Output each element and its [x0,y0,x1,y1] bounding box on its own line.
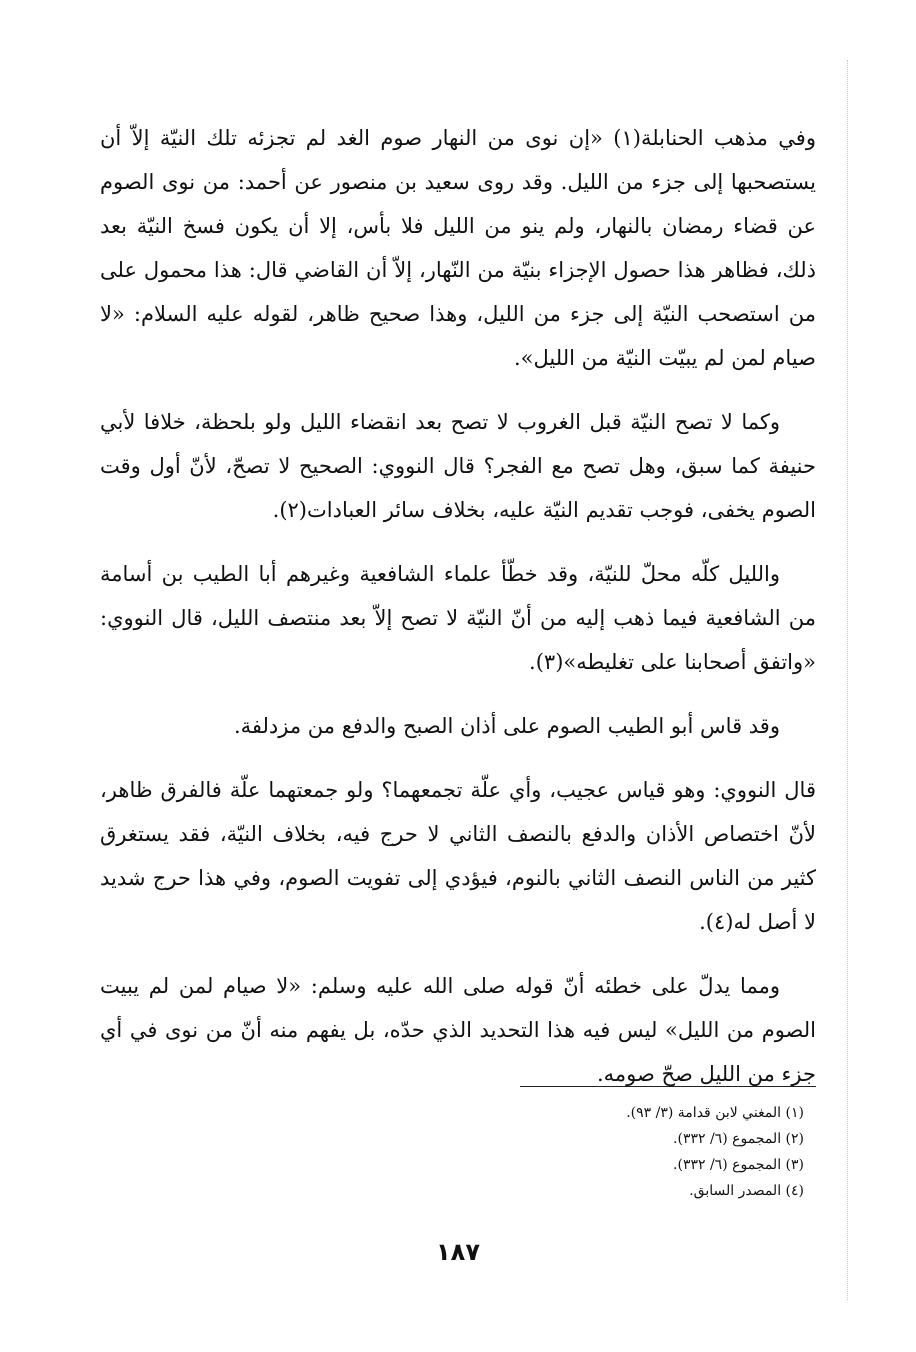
paragraph-5: قال النووي: وهو قياس عجيب، وأي علّة تجمعهما؟ ولو جمعتهما علّة فالفرق ظاهر، لأنّ اختصاص الأذان والدفع بالنصف الثاني لا حرج فيه، بخلاف النيّة، فقد يستغرق كثير من الناس النصف الثاني بالنوم، فيؤدي إلى تفويت الصوم، وفي هذا حرج شديد لا أصل له(٤). [100,778,816,934]
paragraph-1: وفي مذهب الحنابلة(١) «إن نوى من النهار صوم الغد لم تجزئه تلك النيّة إلاّ أن يستصحبها إلى جزء من الليل. وقد روى سعيد بن منصور عن أحمد: من نوى الصوم عن قضاء رمضان بالنهار، ولم ينو من الليل فلا بأس، إلا أن يكون فسخ النيّة بعد ذلك، فظاهر هذا حصول الإجزاء بنيّة من النّهار، إلاّ أن القاضي قال: هذا محمول على من استصحب النيّة إلى جزء من الليل، وهذا صحيح ظاهر، لقوله عليه السلام: «لا صيام لمن لم يبيّت النيّة من الليل». [100,126,816,370]
paragraph-2: وكما لا تصح النيّة قبل الغروب لا تصح بعد انقضاء الليل ولو بلحظة، خلافا لأبي حنيفة كما سبق، وهل تصح مع الفجر؟ قال النووي: الصحيح لا تصحّ، لأنّ أول وقت الصوم يخفى، فوجب تقديم النيّة عليه، بخلاف سائر العبادات(٢). [100,410,816,522]
footnotes [300,1100,816,1204]
footnote-3: (٣) المجموع (٦/ ٣٣٢). [673,1157,804,1173]
paragraph-6: ومما يدلّ على خطئه أنّ قوله صلى الله عليه وسلم: «لا صيام لمن لم يبيت الصوم من الليل» ليس فيه هذا التحديد الذي حدّه، بل يفهم منه أنّ من نوى في أي جزء من الليل صحّ صومه. [100,974,816,1086]
footnote-4: (٤) المصدر السابق. [689,1183,804,1199]
paragraph-4: وقد قاس أبو الطيب الصوم على أذان الصبح والدفع من مزدلفة. [233,714,780,738]
footnote-2: (٢) المجموع (٦/ ٣٣٢). [673,1131,804,1147]
footnote-1: (١) المغني لابن قدامة (٣/ ٩٣). [626,1105,804,1121]
page-edge-line [847,60,848,1300]
footnote-separator [520,1086,816,1087]
page-number: ١٨٧ [436,1238,480,1266]
main-text [100,116,816,1116]
paragraph-3: والليل كلّه محلّ للنيّة، وقد خطّأ علماء الشافعية وغيرهم أبا الطيب بن أسامة من الشافعية فيما ذهب إليه من أنّ النيّة لا تصح إلاّ بعد منتصف الليل، قال النووي: «واتفق أصحابنا على تغليطه»(٣). [100,562,816,674]
